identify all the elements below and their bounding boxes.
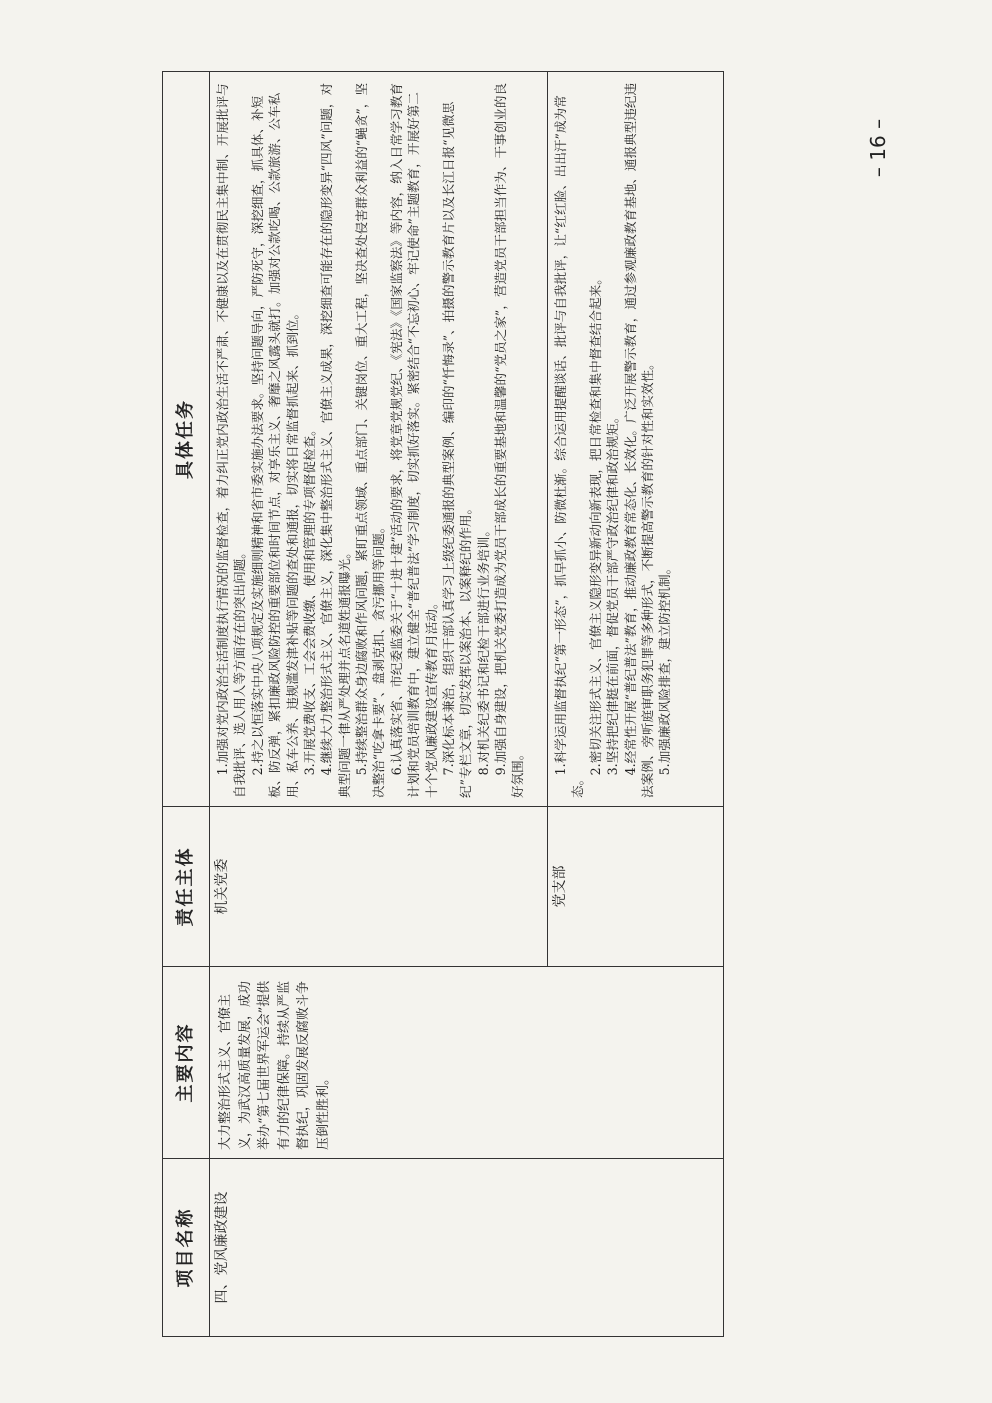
- task-item: 1.加强对党内政治生活制度执行情况的监督检查，着力纠正党内政治生活不严肃、不健康以及在贯彻民主集中制、开展批评与自我批评、选人用人等方面存在的突出问题。: [215, 83, 248, 798]
- task-item: 3.坚持把纪律挺在前面，督促党员干部严守政治纪律和政治规矩。: [605, 410, 621, 776]
- task-item: 2.持之以恒落实中央八项规定及实施细则精神和省市委实施办法要求。坚持问题导向，严防死守，深挖细查，抓具体、补短板、防反弹，紧扣廉政风险防控的重要部位和时间节点，对享乐主义、奢靡之风露头就打。加强对公款吃喝、公款旅游、公车私用、私车公养、违规滥发津补贴等问题的查处和通报，切实将日常监督抓起来、抓到位。: [249, 92, 300, 798]
- subject-cell-party-branch: 党支部: [548, 807, 724, 967]
- party-conduct-task-table: [162, 71, 724, 1337]
- table-header-row: [163, 72, 210, 1337]
- tasks-cell-party-branch: [548, 72, 724, 807]
- task-item: 2.密切关注形式主义、官僚主义隐形变异新动向新表现，把日常检查和集中督查结合起来。: [587, 272, 603, 776]
- task-item: 7.深化标本兼治，组织干部认真学习上级纪委通报的典型案例、编印的“忏悔录”、拍摄的警示教育片以及长江日报“见微思纪”专栏文章，切实发挥以案治本、以案释纪的作用。: [440, 101, 474, 798]
- task-item: 4.经常性开展“普纪普法”教育，推动廉政教育常态化、长效化。广泛开展警示教育，通过参观廉政教育基地、通报典型违纪违法案例、旁听庭审职务犯罪等多种形式，不断提高警示教育的针对性和实效性。: [622, 82, 655, 798]
- main-content-cell: 大力整治形式主义、官僚主义，为武汉高质量发展，成功举办“第七届世界军运会”提供有力的纪律保障。持续从严监督执纪，巩固发展反腐败斗争压倒性胜利。: [210, 967, 724, 1159]
- project-name-cell: 四、党风廉政建设: [210, 1159, 724, 1337]
- header-responsible-subject: 责任主体: [163, 807, 210, 967]
- page-number: – 16 –: [866, 118, 890, 178]
- header-project-name: 项目名称: [163, 1159, 210, 1337]
- subject-cell-organ-party-committee: 机关党委: [210, 807, 548, 967]
- rotated-table-container: [162, 72, 724, 1337]
- tasks-cell-organ-party-committee: [210, 72, 548, 807]
- task-item: 5.持续整治群众身边腐败和作风问题，紧盯重点领域、重点部门、关键岗位、重大工程，坚决查处侵害群众利益的“蝇贪”，坚决整治“吃拿卡要”、盘剥克扣、贪污挪用等问题。: [354, 82, 387, 798]
- task-item: 3.开展党费收支、工会会费收缴、使用和管理的专项督促检查。: [301, 423, 317, 776]
- task-item: 1.科学运用监督执纪“第一形态”，抓早抓小、防微杜渐。综合运用提醒谈话、批评与自我批评，让“红红脸、出出汗”成为常态。: [553, 95, 586, 798]
- task-item: 4.继续大力整治形式主义、官僚主义，深化集中整治形式主义、官僚主义成果，深挖细查可能存在的隐形变异“四风”问题，对典型问题一律从严处理并点名道姓通报曝光。: [319, 82, 352, 798]
- task-item: 8.对机关纪委书记和纪检干部进行业务培训。: [475, 524, 491, 776]
- task-item: 5.加强廉政风险排查，建立防控机制。: [657, 561, 673, 776]
- header-specific-tasks: 具体任务: [163, 72, 210, 807]
- task-item: 6.认真落实省、市纪委监委关于“十进十建”活动的要求，将党章党规党纪、《宪法》《国家监察法》等内容，纳入日常学习教育计划和党员培训教育中，建立健全“普纪普法”学习制度，切实抓好落实。紧密结合“不忘初心、牢记使命”主题教育，开展好第二十个党风廉政建设宣传教育月活动。: [388, 82, 439, 798]
- task-item: 9.加强自身建设，把机关党委打造成为党员干部成长的重要基地和温馨的“党员之家”，营造党员干部担当作为、干事创业的良好氛围。: [493, 82, 526, 798]
- table-row: [210, 72, 548, 1337]
- header-main-content: 主要内容: [163, 967, 210, 1159]
